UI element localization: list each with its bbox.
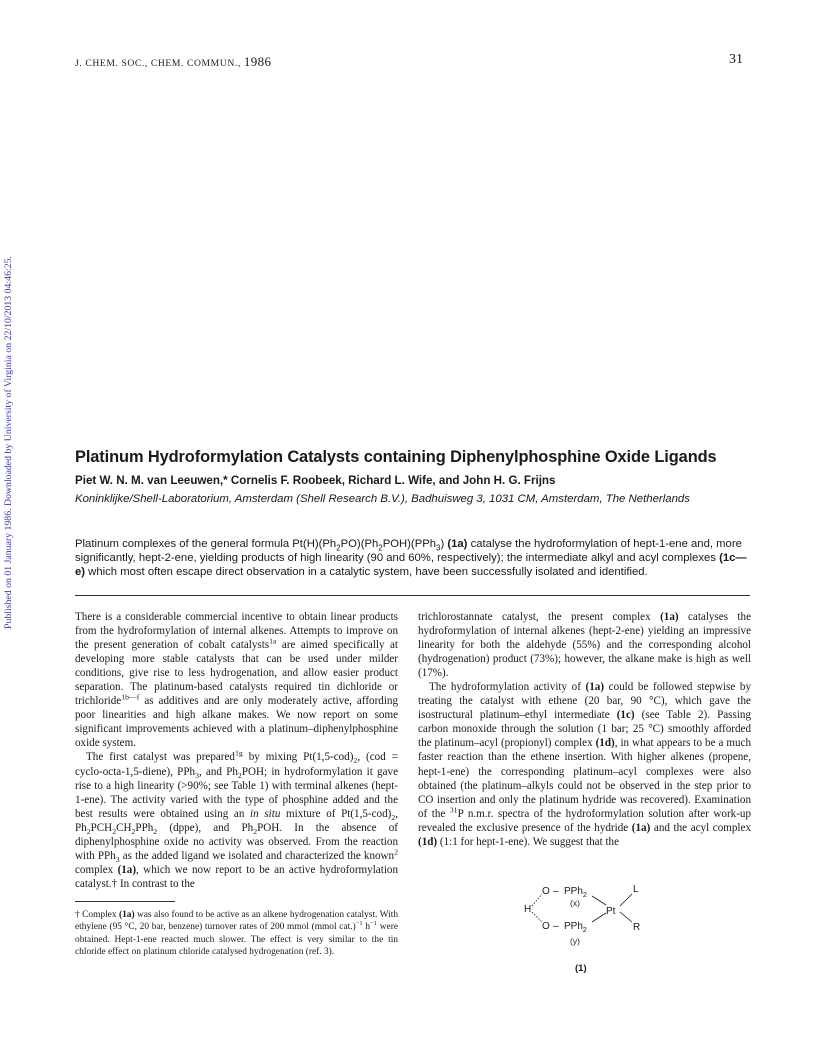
download-provenance-note[interactable]: Published on 01 January 1986. Downloaded by University of Virginia on 22/10/2013 04:46:25.	[3, 256, 14, 629]
ligand-l: L	[633, 884, 639, 895]
atom-h: H	[524, 904, 532, 915]
compound-ref: (1a)	[117, 863, 137, 876]
author-list: Piet W. N. M. van Leeuwen,* Cornelis F. Roobeek, Richard L. Wife, and John H. G. Frijns	[75, 474, 556, 487]
bond-p-pt-bottom	[592, 913, 606, 922]
section-divider	[75, 595, 750, 596]
compound-number-label: (1)	[575, 963, 587, 974]
compound-ref: (1c—e)	[75, 552, 747, 579]
body-column-left	[75, 610, 398, 891]
compound-ref: (1a)	[660, 611, 679, 623]
running-head	[75, 54, 271, 70]
hydrogen-bond-top	[532, 894, 542, 906]
label-y: (y)	[570, 936, 580, 946]
bond-o-p-bottom: –	[553, 921, 559, 932]
compound-ref: (1a)	[118, 910, 135, 920]
body-paragraph: There is a considerable commercial incentive to obtain linear products from the hydroformylation of internal alkenes. Attempts to improve on the present generation of cobalt catalysts$^{1a}$ are aimed specifically at developing more stable catalysts that can be used under milder conditions, give rise to less hydrogenation, and allow easier product separation. The platinum-based catalysts required tin dichloride or trichloride$^{1b—f}$ as additives and are only moderately active, affording poor linearities and high alkane makes. We now report on some significant improvements achieved with a platinum–diphenylphosphine oxide system.	[75, 611, 398, 750]
reference-mark: 2	[394, 847, 398, 857]
group-pph2-bottom: PPh$_2$	[564, 921, 587, 934]
atom-o-bottom: O	[542, 921, 550, 932]
reference-mark: 1b—f	[121, 692, 140, 702]
journal-year: 1986	[243, 54, 272, 69]
body-column-right	[418, 610, 751, 849]
atom-o-top: O	[542, 886, 550, 897]
body-paragraph: trichlorostannate catalyst, the present complex (1a) catalyses the hydroformylation of internal alkenes (hept-2-ene) yielding an impressive linearity for both the aldehyde (55%) and the corresponding alcohol (hydrogenation) product (73%); however, the alkane make is high as well (17%).	[418, 611, 751, 680]
atom-pt: Pt	[606, 906, 616, 917]
journal-name: J. CHEM. SOC., CHEM. COMMUN.,	[75, 58, 241, 69]
bond-o-p-top: –	[553, 886, 559, 897]
ligand-r: R	[633, 922, 641, 933]
group-pph2-top: PPh$_2$	[564, 886, 587, 899]
bond-pt-l	[620, 894, 632, 906]
body-paragraph: The first catalyst was prepared$^{1g}$ by mixing $Pt(1,5-cod)_2$, (cod = cyclo-octa-1,5-diene), PPh$_3$, and $Ph_2POH$; in hydroformylation it gave rise to a high linearity (>90%; see Table 1) with terminal alkenes (hept-1-ene). The activity varied with the type of phosphine added and the best results were obtained using an in situ mixture of $Pt(1,5-cod)_2$, $Ph_2PCH_2CH_2PPh_2$ (dppe), and $Ph_2POH$. In the absence of diphenylphosphine oxide no activity was observed. From the reaction with PPh$_3$ as the added ligand we isolated and characterized the known$^2$ complex (1a), which we now report to be an active hydroformylation catalyst.† In contrast to the	[75, 748, 399, 890]
reference-mark: 1g	[234, 748, 243, 758]
bond-pt-r	[620, 912, 632, 922]
affiliation: Koninklijke/Shell-Laboratorium, Amsterdam (Shell Research B.V.), Badhuisweg 3, 1031 CM, Amsterdam, The Netherlands	[75, 493, 690, 505]
compound-ref: (1c)	[616, 709, 635, 722]
article-title: Platinum Hydroformylation Catalysts containing Diphenylphosphine Oxide Ligands	[75, 448, 717, 466]
compound-ref: (1d)	[595, 737, 615, 750]
label-x: (x)	[570, 898, 580, 908]
footnote: † Complex (1a) was also found to be active as an alkene hydrogenation catalyst. With ethylene (95 °C, 20 bar, benzene) turnover rates of 200 mmol (mmol cat.)$^{-1}$ $h^{-1}$ were obtained. Hept-1-ene reacted much slower. The effect is very similar to the tin chloride effect on platinum chloride catalysed hydrogenation (ref. 3).	[75, 910, 399, 958]
chemical-structure-1	[520, 872, 660, 972]
body-paragraph: The hydroformylation activity of (1a) could be followed stepwise by treating the catalyst with ethene (20 bar, 90 °C), which gave the isostructural platinum–ethyl intermediate (1c) (see Table 2). Passing carbon monoxide through the solution (1 bar; 25 °C) smoothly afforded the platinum–acyl (propionyl) complex (1d), in what appears to be a much faster reaction than the ethene insertion. With higher alkenes (propene, hept-1-ene) the corresponding platinum–acyl complexes were also obtained (the platinum–alkyls could not be observed in the step prior to CO insertion and only the platinum hydride was recovered). Examination of the $^{31}$P n.m.r. spectra of the hydroformylation solution after work-up revealed the exclusive presence of the hydride (1a) and the acyl complex (1d) (1:1 for hept-1-ene). We suggest that the	[418, 681, 751, 848]
reference-mark: 1a	[269, 636, 277, 646]
bond-p-pt-top	[592, 896, 606, 905]
footnote-divider	[75, 901, 175, 902]
compound-ref: (1a)	[447, 538, 468, 550]
compound-ref: (1d)	[418, 835, 438, 848]
compound-ref: (1a)	[631, 821, 651, 834]
compound-ref: (1a)	[585, 681, 605, 694]
hydrogen-bond-bottom	[532, 912, 542, 922]
abstract: Platinum complexes of the general formula $Pt(H)(Ph_2PO)(Ph_2POH)(PPh_3)$ (1a) catalyse the hydroformylation of hept-1-ene and, more significantly, hept-2-ene, yielding products of high linearity (90 and 60%, respectively); the intermediate alkyl and acyl complexes (1c—e) which most often escape direct observation in a catalytic system, have been successfully isolated and identified.	[75, 538, 747, 579]
page-number: 31	[729, 52, 743, 67]
